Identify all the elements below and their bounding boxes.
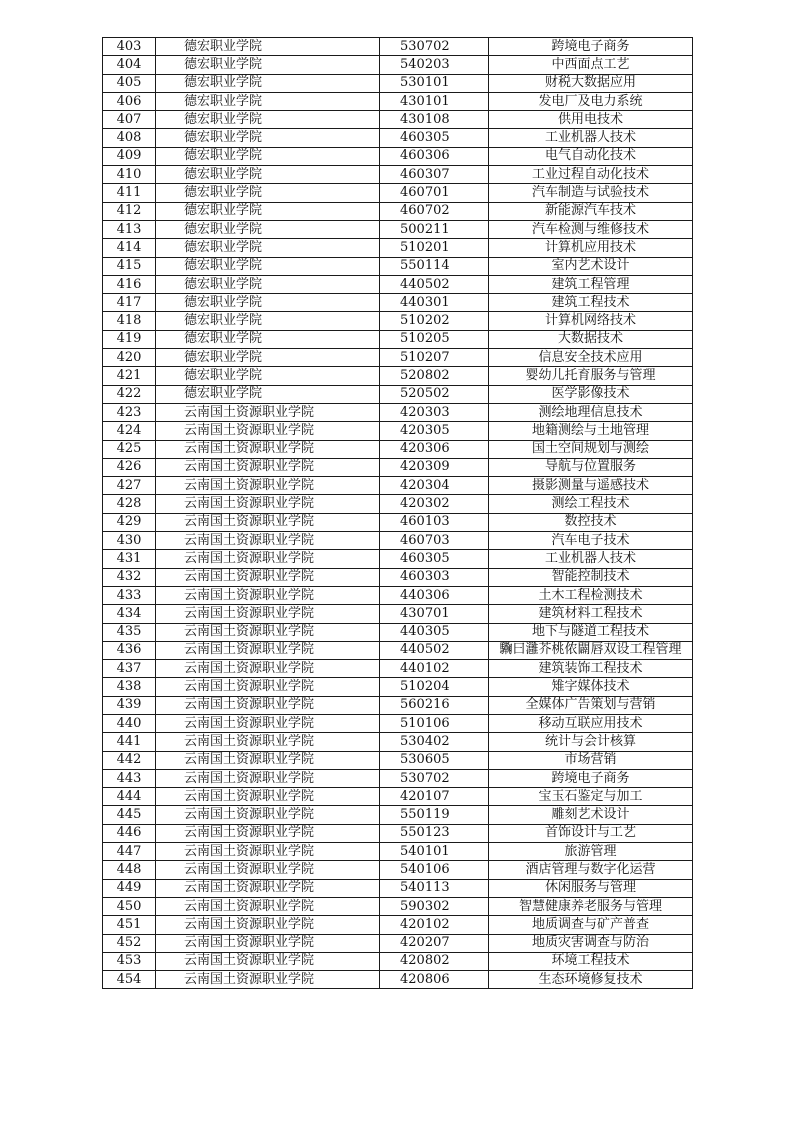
- table-row: [103, 312, 693, 330]
- school-name: 德宏职业学院: [156, 367, 380, 385]
- table-row: [103, 330, 693, 348]
- major-code: 420305: [380, 422, 489, 440]
- major-code: 550114: [380, 257, 489, 275]
- school-name: 云南国土资源职业学院: [156, 605, 380, 623]
- major-code: 420306: [380, 440, 489, 458]
- row-number: 440: [103, 714, 156, 732]
- row-number: 409: [103, 147, 156, 165]
- row-number: 450: [103, 897, 156, 915]
- row-number: 429: [103, 513, 156, 531]
- major-name: 统计与会计核算: [489, 733, 693, 751]
- row-number: 454: [103, 971, 156, 989]
- school-name: 云南国土资源职业学院: [156, 660, 380, 678]
- row-number: 438: [103, 678, 156, 696]
- major-code: 550123: [380, 824, 489, 842]
- table-row: [103, 477, 693, 495]
- row-number: 436: [103, 641, 156, 659]
- row-number: 419: [103, 330, 156, 348]
- major-name: 计算机网络技术: [489, 312, 693, 330]
- school-name: 云南国土资源职业学院: [156, 897, 380, 915]
- table-row: [103, 824, 693, 842]
- school-name: 云南国土资源职业学院: [156, 788, 380, 806]
- school-name: 云南国土资源职业学院: [156, 403, 380, 421]
- major-code: 540203: [380, 56, 489, 74]
- school-name: 德宏职业学院: [156, 147, 380, 165]
- row-number: 403: [103, 38, 156, 56]
- major-code: 420302: [380, 495, 489, 513]
- school-name: 云南国土资源职业学院: [156, 696, 380, 714]
- major-name: 雕刻艺术设计: [489, 806, 693, 824]
- major-code: 420309: [380, 458, 489, 476]
- major-name: 大数据技术: [489, 330, 693, 348]
- row-number: 422: [103, 385, 156, 403]
- table-row: [103, 92, 693, 110]
- major-name: 酒店管理与数字化运营: [489, 861, 693, 879]
- major-code: 540113: [380, 879, 489, 897]
- table-row: [103, 623, 693, 641]
- table-row: [103, 385, 693, 403]
- major-name: 测绘地理信息技术: [489, 403, 693, 421]
- major-code: 420802: [380, 952, 489, 970]
- school-name: 德宏职业学院: [156, 92, 380, 110]
- major-name: 智能控制技术: [489, 568, 693, 586]
- table-row: [103, 733, 693, 751]
- major-name: 地质灾害调查与防治: [489, 934, 693, 952]
- row-number: 415: [103, 257, 156, 275]
- school-name: 云南国土资源职业学院: [156, 586, 380, 604]
- table-row: [103, 422, 693, 440]
- major-code: 440102: [380, 660, 489, 678]
- table-row: [103, 166, 693, 184]
- major-code: 540101: [380, 843, 489, 861]
- table-row: [103, 806, 693, 824]
- major-name: 汽车电子技术: [489, 532, 693, 550]
- major-code: 510205: [380, 330, 489, 348]
- table-row: [103, 788, 693, 806]
- table-row: [103, 184, 693, 202]
- school-name: 德宏职业学院: [156, 312, 380, 330]
- major-name: 中西面点工艺: [489, 56, 693, 74]
- major-code: 420303: [380, 403, 489, 421]
- table-row: [103, 458, 693, 476]
- major-name: 信息安全技术应用: [489, 349, 693, 367]
- major-name: 摄影测量与遥感技术: [489, 477, 693, 495]
- row-number: 447: [103, 843, 156, 861]
- table-row: [103, 586, 693, 604]
- major-name: 导航与位置服务: [489, 458, 693, 476]
- row-number: 432: [103, 568, 156, 586]
- table-row: [103, 952, 693, 970]
- school-name: 德宏职业学院: [156, 257, 380, 275]
- major-code: 460103: [380, 513, 489, 531]
- major-code: 420806: [380, 971, 489, 989]
- table-row: [103, 147, 693, 165]
- row-number: 426: [103, 458, 156, 476]
- school-name: 德宏职业学院: [156, 202, 380, 220]
- major-name: 汽车检测与维修技术: [489, 220, 693, 238]
- major-name: 雉字媒体技术: [489, 678, 693, 696]
- major-name: 医学影像技术: [489, 385, 693, 403]
- major-code: 460305: [380, 550, 489, 568]
- school-name: 德宏职业学院: [156, 220, 380, 238]
- school-name: 云南国土资源职业学院: [156, 678, 380, 696]
- school-name: 云南国土资源职业学院: [156, 422, 380, 440]
- major-name: 地质调查与矿产普查: [489, 916, 693, 934]
- major-code: 510204: [380, 678, 489, 696]
- major-code: 510202: [380, 312, 489, 330]
- row-number: 424: [103, 422, 156, 440]
- major-name: 跨境电子商务: [489, 38, 693, 56]
- major-list-table: [102, 37, 693, 989]
- major-name: 建筑材料工程技术: [489, 605, 693, 623]
- major-code: 430108: [380, 111, 489, 129]
- school-name: 云南国土资源职业学院: [156, 824, 380, 842]
- row-number: 427: [103, 477, 156, 495]
- table-row: [103, 111, 693, 129]
- row-number: 414: [103, 239, 156, 257]
- row-number: 413: [103, 220, 156, 238]
- major-name: 市场营销: [489, 751, 693, 769]
- row-number: 411: [103, 184, 156, 202]
- major-name: 工业机器人技术: [489, 129, 693, 147]
- row-number: 435: [103, 623, 156, 641]
- major-code: 530101: [380, 74, 489, 92]
- school-name: 德宏职业学院: [156, 349, 380, 367]
- row-number: 449: [103, 879, 156, 897]
- major-code: 460306: [380, 147, 489, 165]
- major-name: 建筑工程技术: [489, 294, 693, 312]
- major-code: 420102: [380, 916, 489, 934]
- major-name: 休闲服务与管理: [489, 879, 693, 897]
- row-number: 404: [103, 56, 156, 74]
- major-code: 420107: [380, 788, 489, 806]
- row-number: 418: [103, 312, 156, 330]
- table-row: [103, 678, 693, 696]
- major-code: 510201: [380, 239, 489, 257]
- major-name: 国土空间规划与测绘: [489, 440, 693, 458]
- row-number: 428: [103, 495, 156, 513]
- table-row: [103, 641, 693, 659]
- table-row: [103, 861, 693, 879]
- major-name: 生态环境修复技术: [489, 971, 693, 989]
- row-number: 451: [103, 916, 156, 934]
- major-name: 发电厂及电力系统: [489, 92, 693, 110]
- school-name: 德宏职业学院: [156, 275, 380, 293]
- school-name: 德宏职业学院: [156, 56, 380, 74]
- row-number: 416: [103, 275, 156, 293]
- school-name: 云南国土资源职业学院: [156, 495, 380, 513]
- table-row: [103, 129, 693, 147]
- major-code: 440301: [380, 294, 489, 312]
- row-number: 431: [103, 550, 156, 568]
- major-code: 540106: [380, 861, 489, 879]
- table-row: [103, 257, 693, 275]
- major-code: 460307: [380, 166, 489, 184]
- row-number: 430: [103, 532, 156, 550]
- school-name: 云南国土资源职业学院: [156, 532, 380, 550]
- table-row: [103, 879, 693, 897]
- major-name: 宝玉石鉴定与加工: [489, 788, 693, 806]
- major-name: 地籍测绘与土地管理: [489, 422, 693, 440]
- major-name: 数控技术: [489, 513, 693, 531]
- major-name: 汽车制造与试验技术: [489, 184, 693, 202]
- major-code: 440502: [380, 275, 489, 293]
- table-row: [103, 495, 693, 513]
- table-row: [103, 751, 693, 769]
- school-name: 云南国土资源职业学院: [156, 568, 380, 586]
- major-name: 跨境电子商务: [489, 769, 693, 787]
- major-code: 460703: [380, 532, 489, 550]
- school-name: 德宏职业学院: [156, 74, 380, 92]
- school-name: 德宏职业学院: [156, 166, 380, 184]
- major-code: 460303: [380, 568, 489, 586]
- school-name: 云南国土资源职业学院: [156, 623, 380, 641]
- major-code: 530402: [380, 733, 489, 751]
- row-number: 425: [103, 440, 156, 458]
- table-row: [103, 367, 693, 385]
- major-code: 520802: [380, 367, 489, 385]
- table-row: [103, 843, 693, 861]
- row-number: 407: [103, 111, 156, 129]
- row-number: 442: [103, 751, 156, 769]
- school-name: 德宏职业学院: [156, 239, 380, 257]
- table-row: [103, 239, 693, 257]
- school-name: 云南国土资源职业学院: [156, 458, 380, 476]
- table-row: [103, 714, 693, 732]
- table-row: [103, 696, 693, 714]
- school-name: 德宏职业学院: [156, 184, 380, 202]
- school-name: 云南国土资源职业学院: [156, 916, 380, 934]
- school-name: 云南国土资源职业学院: [156, 934, 380, 952]
- table-row: [103, 403, 693, 421]
- table-row: [103, 275, 693, 293]
- row-number: 412: [103, 202, 156, 220]
- major-name: 智慧健康养老服务与管理: [489, 897, 693, 915]
- table-row: [103, 934, 693, 952]
- table-row: [103, 74, 693, 92]
- row-number: 434: [103, 605, 156, 623]
- school-name: 云南国土资源职业学院: [156, 733, 380, 751]
- major-name: 旅游管理: [489, 843, 693, 861]
- major-code: 530702: [380, 769, 489, 787]
- major-code: 560216: [380, 696, 489, 714]
- major-code: 530605: [380, 751, 489, 769]
- row-number: 421: [103, 367, 156, 385]
- school-name: 云南国土资源职业学院: [156, 861, 380, 879]
- school-name: 德宏职业学院: [156, 385, 380, 403]
- row-number: 410: [103, 166, 156, 184]
- row-number: 448: [103, 861, 156, 879]
- major-code: 460702: [380, 202, 489, 220]
- major-code: 430101: [380, 92, 489, 110]
- major-name: 环境工程技术: [489, 952, 693, 970]
- school-name: 云南国土资源职业学院: [156, 440, 380, 458]
- major-name: 建筑工程管理: [489, 275, 693, 293]
- major-code: 420207: [380, 934, 489, 952]
- major-name: 工业过程自动化技术: [489, 166, 693, 184]
- major-name: 电气自动化技术: [489, 147, 693, 165]
- school-name: 云南国土资源职业学院: [156, 641, 380, 659]
- table-row: [103, 916, 693, 934]
- major-name: 婴幼儿托育服务与管理: [489, 367, 693, 385]
- table-row: [103, 532, 693, 550]
- major-code: 460701: [380, 184, 489, 202]
- major-name: 财税大数据应用: [489, 74, 693, 92]
- table-row: [103, 56, 693, 74]
- major-name: 移动互联应用技术: [489, 714, 693, 732]
- school-name: 德宏职业学院: [156, 330, 380, 348]
- major-name: 计算机应用技术: [489, 239, 693, 257]
- row-number: 417: [103, 294, 156, 312]
- major-code: 530702: [380, 38, 489, 56]
- school-name: 云南国土资源职业学院: [156, 879, 380, 897]
- major-name: 工业机器人技术: [489, 550, 693, 568]
- major-code: 420304: [380, 477, 489, 495]
- row-number: 444: [103, 788, 156, 806]
- table-row: [103, 349, 693, 367]
- table-row: [103, 897, 693, 915]
- row-number: 446: [103, 824, 156, 842]
- school-name: 云南国土资源职业学院: [156, 843, 380, 861]
- school-name: 云南国土资源职业学院: [156, 513, 380, 531]
- school-name: 云南国土资源职业学院: [156, 971, 380, 989]
- table-row: [103, 202, 693, 220]
- table-row: [103, 769, 693, 787]
- major-name: 供用电技术: [489, 111, 693, 129]
- row-number: 445: [103, 806, 156, 824]
- row-number: 441: [103, 733, 156, 751]
- row-number: 433: [103, 586, 156, 604]
- school-name: 德宏职业学院: [156, 294, 380, 312]
- table-row: [103, 294, 693, 312]
- major-code: 430701: [380, 605, 489, 623]
- major-code: 510106: [380, 714, 489, 732]
- school-name: 德宏职业学院: [156, 129, 380, 147]
- school-name: 云南国土资源职业学院: [156, 806, 380, 824]
- major-name: 全媒体广告策划与营销: [489, 696, 693, 714]
- table-row: [103, 605, 693, 623]
- row-number: 405: [103, 74, 156, 92]
- major-code: 500211: [380, 220, 489, 238]
- row-number: 439: [103, 696, 156, 714]
- major-code: 460305: [380, 129, 489, 147]
- row-number: 453: [103, 952, 156, 970]
- major-name: 土木工程检测技术: [489, 586, 693, 604]
- major-name: 室内艺术设计: [489, 257, 693, 275]
- school-name: 德宏职业学院: [156, 38, 380, 56]
- major-code: 440305: [380, 623, 489, 641]
- major-name: 首饰设计与工艺: [489, 824, 693, 842]
- row-number: 443: [103, 769, 156, 787]
- major-name: 建筑装饰工程技术: [489, 660, 693, 678]
- row-number: 437: [103, 660, 156, 678]
- table-row: [103, 220, 693, 238]
- table-row: [103, 38, 693, 56]
- table-row: [103, 440, 693, 458]
- major-code: 550119: [380, 806, 489, 824]
- row-number: 406: [103, 92, 156, 110]
- row-number: 408: [103, 129, 156, 147]
- table-row: [103, 568, 693, 586]
- major-name: 新能源汽车技术: [489, 202, 693, 220]
- school-name: 德宏职业学院: [156, 111, 380, 129]
- row-number: 423: [103, 403, 156, 421]
- school-name: 云南国土资源职业学院: [156, 751, 380, 769]
- row-number: 452: [103, 934, 156, 952]
- major-name: 驧曰灉芥桃侬闢唇双设工程管理: [489, 641, 693, 659]
- major-code: 440306: [380, 586, 489, 604]
- major-code: 440502: [380, 641, 489, 659]
- table-row: [103, 971, 693, 989]
- school-name: 云南国土资源职业学院: [156, 714, 380, 732]
- major-name: 测绘工程技术: [489, 495, 693, 513]
- table-row: [103, 660, 693, 678]
- major-code: 520502: [380, 385, 489, 403]
- school-name: 云南国土资源职业学院: [156, 550, 380, 568]
- major-list-body: [103, 38, 693, 989]
- major-code: 510207: [380, 349, 489, 367]
- table-row: [103, 550, 693, 568]
- table-row: [103, 513, 693, 531]
- school-name: 云南国土资源职业学院: [156, 769, 380, 787]
- school-name: 云南国土资源职业学院: [156, 477, 380, 495]
- row-number: 420: [103, 349, 156, 367]
- major-name: 地下与隧道工程技术: [489, 623, 693, 641]
- school-name: 云南国土资源职业学院: [156, 952, 380, 970]
- major-code: 590302: [380, 897, 489, 915]
